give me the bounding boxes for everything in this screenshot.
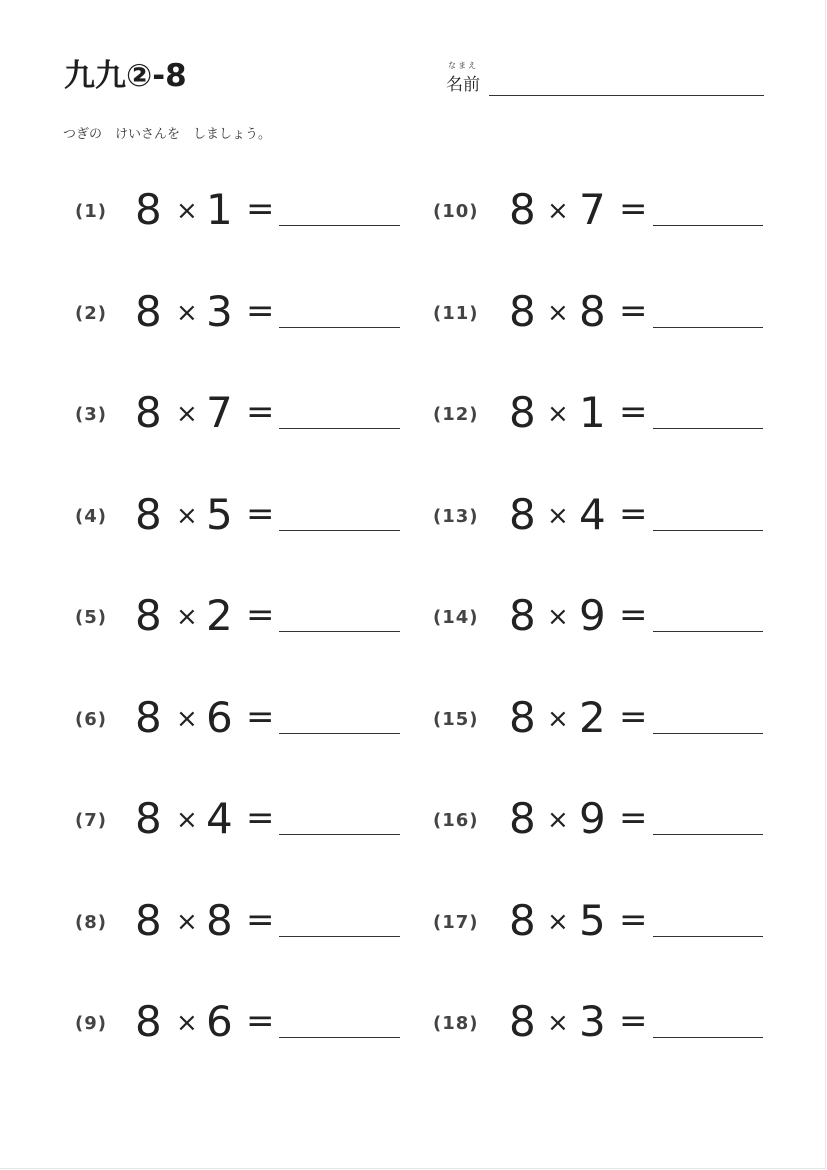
problem-number: (6) — [75, 709, 107, 730]
problem-number: (2) — [75, 303, 107, 324]
name-ruby: なまえ — [448, 61, 478, 70]
times-sign: × — [176, 1008, 198, 1038]
times-sign: × — [547, 907, 569, 937]
problem-number: (5) — [75, 607, 107, 628]
answer-blank[interactable] — [653, 936, 763, 937]
problem-number: (13) — [433, 506, 479, 527]
multiplicand: 8 — [135, 693, 162, 742]
answer-blank[interactable] — [279, 631, 400, 632]
problem-row — [433, 895, 773, 955]
equals-sign: = — [246, 392, 275, 432]
answer-blank[interactable] — [279, 834, 400, 835]
times-sign: × — [547, 399, 569, 429]
problem-number: (9) — [75, 1013, 107, 1034]
problem-row — [433, 489, 773, 549]
equals-sign: = — [619, 697, 648, 737]
multiplicand: 8 — [135, 490, 162, 539]
equals-sign: = — [619, 392, 648, 432]
multiplier: 3 — [206, 287, 233, 336]
multiplier: 2 — [206, 591, 233, 640]
times-sign: × — [176, 501, 198, 531]
problem-number: (15) — [433, 709, 479, 730]
times-sign: × — [176, 907, 198, 937]
multiplier: 5 — [579, 896, 606, 945]
multiplicand: 8 — [509, 591, 536, 640]
equals-sign: = — [619, 494, 648, 534]
equals-sign: = — [246, 189, 275, 229]
equals-sign: = — [246, 494, 275, 534]
answer-blank[interactable] — [279, 936, 400, 937]
multiplicand: 8 — [135, 287, 162, 336]
equals-sign: = — [619, 798, 648, 838]
multiplier: 8 — [206, 896, 233, 945]
multiplier: 7 — [206, 388, 233, 437]
problem-number: (8) — [75, 912, 107, 933]
multiplier: 4 — [206, 794, 233, 843]
equals-sign: = — [619, 900, 648, 940]
name-label: 名前 — [446, 75, 480, 95]
equals-sign: = — [619, 189, 648, 229]
times-sign: × — [547, 298, 569, 328]
problem-number: (4) — [75, 506, 107, 527]
answer-blank[interactable] — [279, 530, 400, 531]
problem-row — [75, 184, 415, 244]
times-sign: × — [547, 704, 569, 734]
multiplier: 2 — [579, 693, 606, 742]
problem-row — [433, 286, 773, 346]
problem-row — [433, 996, 773, 1056]
answer-blank[interactable] — [653, 631, 763, 632]
problem-row — [75, 489, 415, 549]
instruction-text: つぎの けいさんを しましょう。 — [63, 127, 272, 142]
problem-number: (18) — [433, 1013, 479, 1034]
multiplier: 8 — [579, 287, 606, 336]
times-sign: × — [176, 399, 198, 429]
problem-row — [75, 590, 415, 650]
multiplicand: 8 — [135, 388, 162, 437]
answer-blank[interactable] — [653, 1037, 763, 1038]
problem-row — [75, 895, 415, 955]
multiplier: 1 — [206, 185, 233, 234]
answer-blank[interactable] — [653, 428, 763, 429]
multiplicand: 8 — [509, 693, 536, 742]
multiplier: 3 — [579, 997, 606, 1046]
problem-row — [75, 692, 415, 752]
problem-row — [75, 996, 415, 1056]
times-sign: × — [176, 805, 198, 835]
multiplicand: 8 — [509, 896, 536, 945]
multiplier: 5 — [206, 490, 233, 539]
answer-blank[interactable] — [653, 834, 763, 835]
equals-sign: = — [246, 900, 275, 940]
problem-row — [75, 286, 415, 346]
equals-sign: = — [246, 798, 275, 838]
problem-row — [433, 387, 773, 447]
problem-row — [75, 793, 415, 853]
times-sign: × — [547, 501, 569, 531]
problem-number: (3) — [75, 404, 107, 425]
answer-blank[interactable] — [653, 733, 763, 734]
multiplier: 6 — [206, 693, 233, 742]
times-sign: × — [547, 602, 569, 632]
answer-blank[interactable] — [653, 327, 763, 328]
multiplicand: 8 — [509, 287, 536, 336]
multiplicand: 8 — [135, 591, 162, 640]
problem-row — [433, 692, 773, 752]
problem-number: (7) — [75, 810, 107, 831]
problem-number: (17) — [433, 912, 479, 933]
equals-sign: = — [246, 697, 275, 737]
multiplicand: 8 — [509, 388, 536, 437]
answer-blank[interactable] — [279, 1037, 400, 1038]
problem-row — [433, 793, 773, 853]
multiplicand: 8 — [509, 490, 536, 539]
equals-sign: = — [619, 595, 648, 635]
equals-sign: = — [246, 595, 275, 635]
multiplier: 6 — [206, 997, 233, 1046]
multiplier: 4 — [579, 490, 606, 539]
page-title: 九九②-8 — [64, 58, 187, 94]
times-sign: × — [176, 704, 198, 734]
answer-blank[interactable] — [279, 327, 400, 328]
problem-number: (1) — [75, 201, 107, 222]
times-sign: × — [547, 196, 569, 226]
problem-number: (10) — [433, 201, 479, 222]
multiplicand: 8 — [135, 896, 162, 945]
times-sign: × — [547, 1008, 569, 1038]
equals-sign: = — [246, 1001, 275, 1041]
answer-blank[interactable] — [279, 733, 400, 734]
problem-number: (12) — [433, 404, 479, 425]
equals-sign: = — [246, 291, 275, 331]
equals-sign: = — [619, 1001, 648, 1041]
problem-row — [433, 184, 773, 244]
problem-number: (11) — [433, 303, 479, 324]
multiplier: 9 — [579, 794, 606, 843]
multiplicand: 8 — [509, 185, 536, 234]
problem-number: (16) — [433, 810, 479, 831]
problem-row — [433, 590, 773, 650]
answer-blank[interactable] — [653, 225, 763, 226]
times-sign: × — [176, 602, 198, 632]
multiplicand: 8 — [509, 997, 536, 1046]
equals-sign: = — [619, 291, 648, 331]
multiplicand: 8 — [509, 794, 536, 843]
problem-number: (14) — [433, 607, 479, 628]
multiplicand: 8 — [135, 185, 162, 234]
multiplicand: 8 — [135, 794, 162, 843]
answer-blank[interactable] — [653, 530, 763, 531]
answer-blank[interactable] — [279, 225, 400, 226]
times-sign: × — [176, 298, 198, 328]
times-sign: × — [176, 196, 198, 226]
times-sign: × — [547, 805, 569, 835]
answer-blank[interactable] — [279, 428, 400, 429]
multiplier: 1 — [579, 388, 606, 437]
multiplier: 7 — [579, 185, 606, 234]
multiplier: 9 — [579, 591, 606, 640]
problem-row — [75, 387, 415, 447]
name-input-line[interactable] — [489, 95, 764, 96]
multiplicand: 8 — [135, 997, 162, 1046]
